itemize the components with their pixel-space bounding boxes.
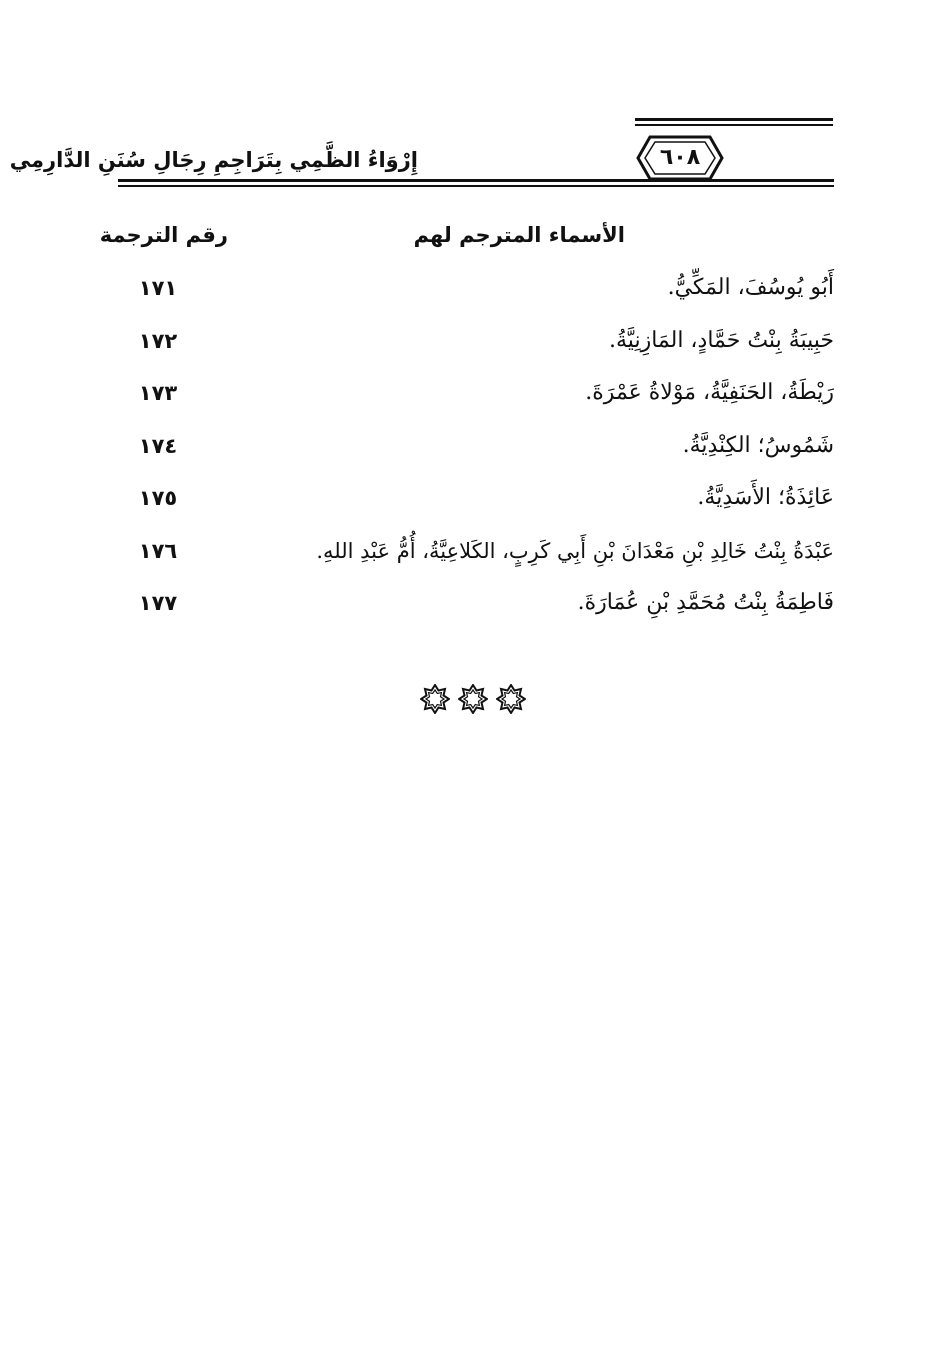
entry-name: عَبْدَةُ بِنْتُ خَالِدِ بْنِ مَعْدَانَ بْنِ أَبِي كَرِبٍ، الكَلاعِيَّةُ، أُمُّ عَبْدِ اللهِ. — [316, 538, 834, 563]
entry-name: شَمُوسُ؛ الكِنْدِيَّةُ. — [682, 432, 834, 458]
eight-point-star-icon — [420, 684, 450, 714]
running-title: إِرْوَاءُ الظَّمِي بِتَرَاجِمِ رِجَالِ سُنَنِ الدَّارِمِي — [9, 148, 418, 172]
entry-number: ١٧٧ — [138, 591, 178, 615]
entry-number: ١٧٢ — [138, 328, 178, 353]
list-item — [118, 367, 834, 420]
header-bottom-rule — [118, 179, 834, 189]
entry-number: ١٧٥ — [138, 486, 178, 510]
entry-number: ١٧٦ — [138, 538, 178, 563]
eight-point-star-icon — [496, 684, 526, 714]
eight-point-star-icon — [458, 684, 488, 714]
header-top-rule — [635, 118, 833, 130]
entry-name: عَائِذَةُ؛ الأَسَدِيَّةُ. — [697, 485, 834, 510]
column-header-number: رقم الترجمة — [99, 223, 228, 247]
list-item — [118, 315, 834, 368]
entry-name: فَاطِمَةُ بِنْتُ مُحَمَّدِ بْنِ عُمَارَةَ. — [577, 590, 834, 615]
list-item — [118, 472, 834, 525]
list-item — [118, 525, 834, 578]
entry-name: حَبِيبَةُ بِنْتُ حَمَّادٍ، المَازِنِيَّةُ. — [609, 327, 834, 353]
page-number: ٦٠٨ — [659, 145, 701, 170]
entry-name: أَبُو يُوسُفَ، المَكِّيُّ. — [667, 275, 834, 300]
list-item — [118, 420, 834, 473]
column-header-names: الأسماء المترجم لهم — [413, 223, 625, 247]
entry-number: ١٧٣ — [138, 381, 178, 405]
section-end-ornament — [420, 682, 526, 716]
page-number-badge — [636, 134, 724, 182]
list-item — [118, 577, 834, 630]
list-item — [118, 262, 834, 315]
entry-number: ١٧١ — [138, 276, 178, 300]
entries-list — [118, 262, 834, 630]
entry-number: ١٧٤ — [138, 433, 178, 458]
entry-name: رَيْطَةُ، الحَنَفِيَّةُ، مَوْلاةُ عَمْرَةَ. — [585, 380, 834, 405]
